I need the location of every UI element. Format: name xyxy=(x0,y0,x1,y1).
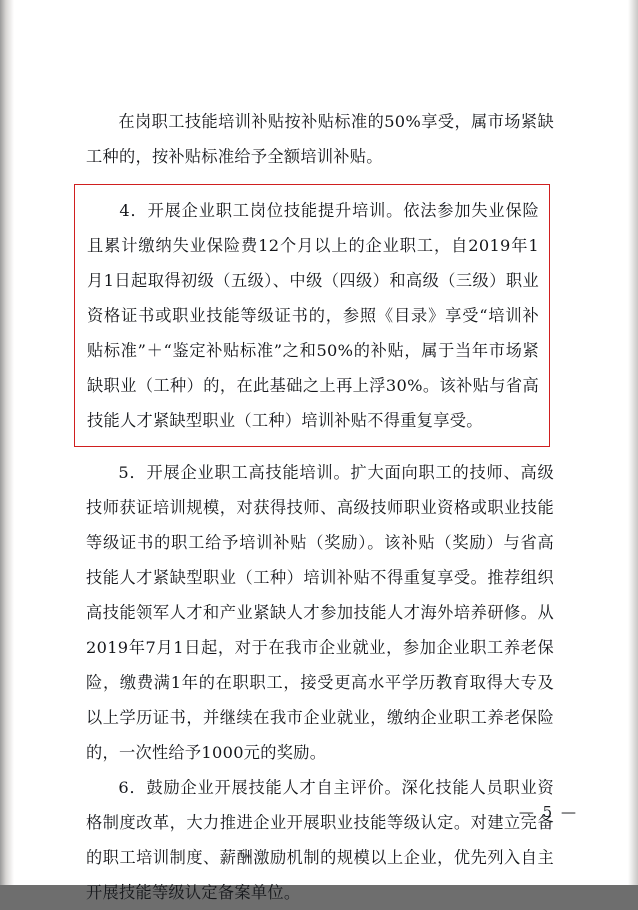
paragraph-continuation: 在岗职工技能培训补贴按补贴标准的50%享受，属市场紧缺工种的，按补贴标准给予全额培训补贴。 xyxy=(86,112,554,166)
paragraph-item-4: 4．开展企业职工岗位技能提升培训。依法参加失业保险且累计缴纳失业保险费12个月以上的企业职工，自2019年1月1日起取得初级（五级）、中级（四级）和高级（三级）职业资格证书或职业技能等级证书的，参照《目录》享受“培训补贴标准”＋“鉴定补贴标准”之和50%的补贴，属于当年市场紧缺职业（工种）的，在此基础之上再上浮30%。该补贴与省高技能人才紧缺型职业（工种）培训补贴不得重复享受。 xyxy=(87,201,539,430)
highlighted-paragraph-box xyxy=(74,184,550,447)
paragraph-item-5: 5．开展企业职工高技能培训。扩大面向职工的技师、高级技师获证培训规模，对获得技师、高级技师职业资格或职业技能等级证书的职工给予培训补贴（奖励）。该补贴（奖励）与省高技能人才紧缺型职业（工种）培训补贴不得重复享受。推荐组织高技能领军人才和产业紧缺人才参加技能人才海外培养研修。从2019年7月1日起，对于在我市企业就业，参加企业职工养老保险，缴费满1年的在职职工，接受更高水平学历教育取得大专及以上学历证书，并继续在我市企业就业，缴纳企业职工养老保险的，一次性给予1000元的奖励。 xyxy=(86,463,554,762)
document-body xyxy=(86,104,554,910)
page-number: — 5 — xyxy=(518,803,578,821)
paragraph-item-6: 6．鼓励企业开展技能人才自主评价。深化技能人员职业资格制度改革，大力推进企业开展职业技能等级认定。对建立完备的职工培训制度、薪酬激励机制的规模以上企业，优先列入自主开展技能等级认定备案单位。 xyxy=(86,778,554,902)
